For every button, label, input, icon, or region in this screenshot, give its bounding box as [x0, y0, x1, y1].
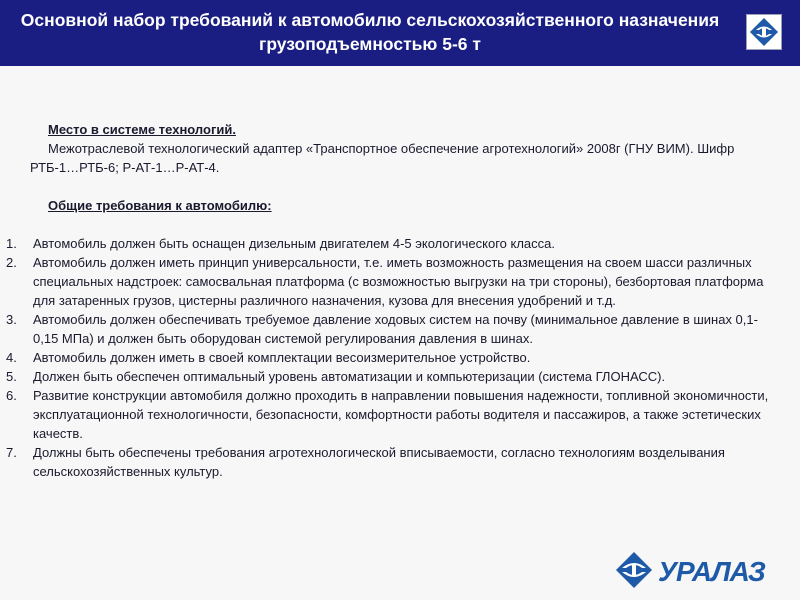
- header-bar: [0, 0, 800, 66]
- ural-diamond-logo-icon: [616, 552, 652, 588]
- item-number: 4.: [6, 350, 17, 365]
- list-item: [0, 310, 778, 348]
- item-text: Автомобиль должен быть оснащен дизельным двигателем 4-5 экологического класса.: [33, 236, 555, 251]
- item-number: 3.: [6, 312, 17, 327]
- list-item: [0, 234, 778, 253]
- item-text: Должны быть обеспечены требования агротехнологической вписываемости, согласно технологиям возделывания сельскохозяйственных культур.: [33, 445, 725, 479]
- requirements-list: [0, 234, 800, 481]
- logo-wordmark: УРАЛАЗ: [658, 556, 765, 587]
- item-number: 5.: [6, 369, 17, 384]
- intro-section: [30, 120, 775, 177]
- item-text: Автомобиль должен иметь в своей комплектации весоизмерительное устройство.: [33, 350, 531, 365]
- general-heading: Общие требования к автомобилю:: [48, 198, 272, 213]
- item-number: 7.: [6, 445, 17, 460]
- footer-logo: [614, 550, 784, 590]
- intro-heading: Место в системе технологий.: [48, 122, 236, 137]
- page-title: Основной набор требований к автомобилю сельскохозяйственного назначения грузоподъемностью 5-6 т: [20, 10, 720, 54]
- list-item: [0, 348, 778, 367]
- header-logo: [746, 14, 782, 50]
- item-text: Автомобиль должен обеспечивать требуемое давление ходовых систем на почву (минимальное давление в шинах 0,1-0,15 МПа) и должен быть оборудован системой регулирования давления в шинах.: [33, 312, 758, 346]
- main-content: [0, 120, 800, 481]
- list-item: [0, 367, 778, 386]
- ural-diamond-logo-icon: [747, 15, 781, 49]
- item-number: 6.: [6, 388, 17, 403]
- list-item: [0, 386, 778, 443]
- item-text: Автомобиль должен иметь принцип универсальности, т.е. иметь возможность размещения на своем шасси различных специальных надстроек: самосвальная платформа (с возможностью выгрузки на три стороны), безбортовая платформа для затаренных грузов, цистерны различного назначения, кузова для внесения удобрений и т.д.: [33, 255, 764, 308]
- item-text: Развитие конструкции автомобиля должно проходить в направлении повышения надежности, топливной экономичности, эксплуатационной технологичности, безопасности, комфортности работы водителя и пассажиров, а также эстетических качеств.: [33, 388, 769, 441]
- list-item: [0, 253, 778, 310]
- item-number: 1.: [6, 236, 17, 251]
- item-text: Должен быть обеспечен оптимальный уровень автоматизации и компьютеризации (система ГЛОНАСС).: [33, 369, 666, 384]
- list-item: [0, 443, 778, 481]
- intro-text: Межотраслевой технологический адаптер «Транспортное обеспечение агротехнологий» 2008г (ГНУ ВИМ). Шифр РТБ-1…РТБ-6; Р-АТ-1…Р-АТ-4.: [30, 141, 735, 175]
- item-number: 2.: [6, 255, 17, 270]
